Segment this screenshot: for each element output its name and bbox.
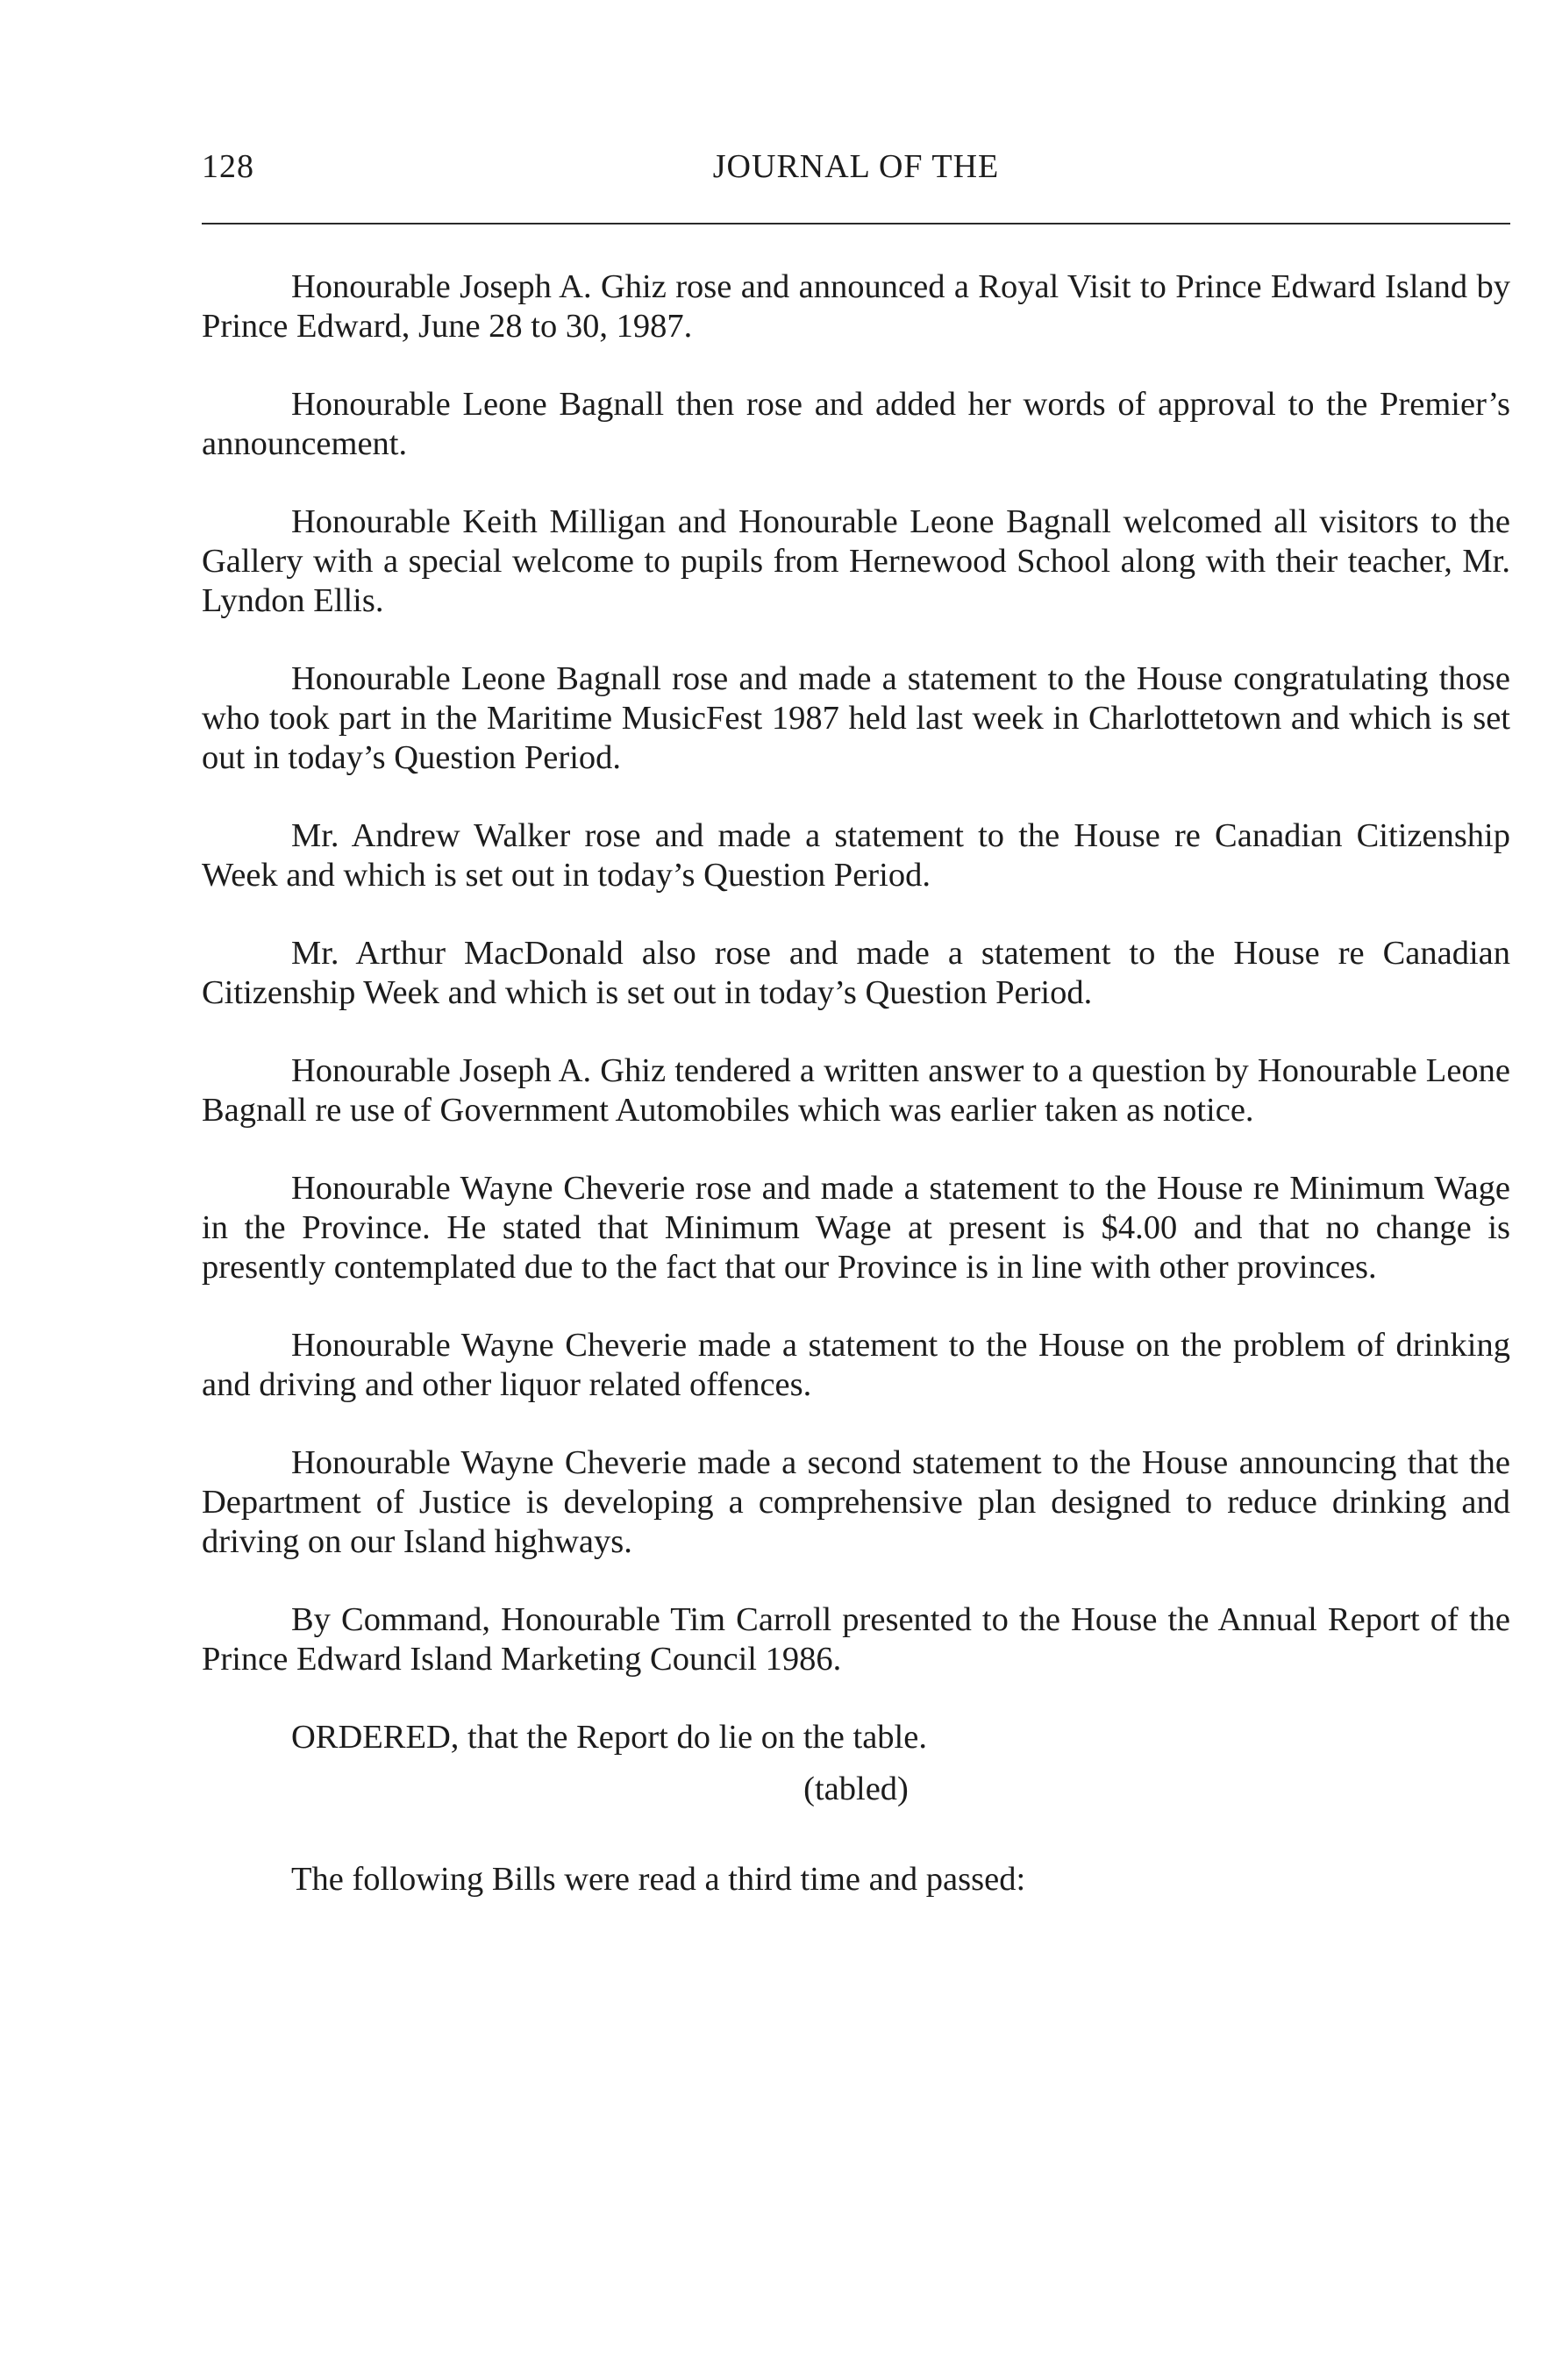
paragraph-justice-plan: Honourable Wayne Cheverie made a second statement to the House announcing that the Department of Justice is developing a comprehensive plan designed to reduce drinking and driving on our Island highways. [202, 1444, 1510, 1560]
paragraph-musicfest: Honourable Leone Bagnall rose and made a statement to the House congratulating those who took part in the Maritime MusicFest 1987 held last week in Charlottetown and which is set out in today’s Question Period. [202, 660, 1510, 776]
journal-body [202, 267, 1510, 1938]
paragraph-ordered: ORDERED, that the Report do lie on the table. [291, 1719, 927, 1756]
page-header [202, 147, 1510, 200]
paragraph-macdonald-citizenship: Mr. Arthur MacDonald also rose and made a statement to the House re Canadian Citizenship Week and which is set out in today’s Question Period. [202, 935, 1510, 1011]
page-number: 128 [202, 148, 254, 185]
running-head: JOURNAL OF THE [712, 148, 1000, 185]
header-rule [202, 223, 1510, 224]
paragraph-drinking-driving: Honourable Wayne Cheverie made a statement to the House on the problem of drinking and driving and other liquor related offences. [202, 1327, 1510, 1403]
paragraph-minimum-wage: Honourable Wayne Cheverie rose and made a statement to the House re Minimum Wage in the Province. He stated that Minimum Wage at present is $4.00 and that no change is presently contemplated due to the fact that our Province is in line with other provinces. [202, 1170, 1510, 1286]
paragraph-royal-visit: Honourable Joseph A. Ghiz rose and announced a Royal Visit to Prince Edward Island by Prince Edward, June 28 to 30, 1987. [202, 268, 1510, 345]
paragraph-gallery-welcome: Honourable Keith Milligan and Honourable Leone Bagnall welcomed all visitors to the Gallery with a special welcome to pupils from Hernewood School along with their teacher, Mr. Lyndon Ellis. [202, 503, 1510, 619]
tabled-note: (tabled) [803, 1771, 909, 1807]
paragraph-written-answer: Honourable Joseph A. Ghiz tendered a written answer to a question by Honourable Leone Bagnall re use of Government Automobiles which was earlier taken as notice. [202, 1052, 1510, 1129]
paragraph-bills-third-reading: The following Bills were read a third time and passed: [291, 1861, 1026, 1898]
paragraph-bagnall-approval: Honourable Leone Bagnall then rose and added her words of approval to the Premier’s announcement. [202, 386, 1510, 462]
paragraph-annual-report: By Command, Honourable Tim Carroll presented to the House the Annual Report of the Prince Edward Island Marketing Council 1986. [202, 1601, 1510, 1678]
paragraph-walker-citizenship: Mr. Andrew Walker rose and made a statement to the House re Canadian Citizenship Week and which is set out in today’s Question Period. [202, 817, 1510, 894]
